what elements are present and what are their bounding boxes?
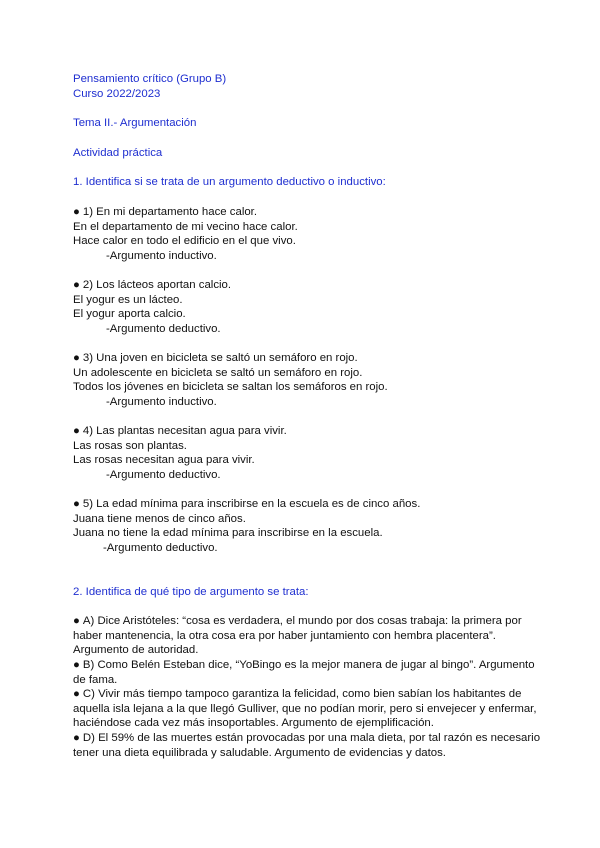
course-year: Curso 2022/2023 — [73, 88, 161, 100]
s1-item4-premise2: Las rosas son plantas. — [73, 440, 187, 452]
activity-title: Actividad práctica — [73, 147, 163, 159]
s1-item3-answer: -Argumento inductivo. — [106, 396, 217, 408]
s1-item2-premise2: El yogur es un lácteo. — [73, 294, 183, 306]
s2-item-d-line2: tener una dieta equilibrada y saludable. Argumento de evidencias y datos. — [73, 747, 446, 759]
s1-item4-premise1: ● 4) Las plantas necesitan agua para vivir. — [73, 425, 287, 437]
s1-item5-premise2: Juana tiene menos de cinco años. — [73, 513, 246, 525]
s2-item-c-line3: haciéndose cada vez más insoportables. Argumento de ejemplificación. — [73, 717, 434, 729]
s1-item1-answer: -Argumento inductivo. — [106, 250, 217, 262]
bullet-icon: ● — [73, 659, 80, 671]
s1-item2-conclusion: El yogur aporta calcio. — [73, 308, 186, 320]
s1-item5-premise1: ● 5) La edad mínima para inscribirse en la escuela es de cinco años. — [73, 498, 421, 510]
s2-item-c-line2: aquella isla lejana a la que llegó Gulliver, que no podían morir, pero si envejecer y enfermar, — [73, 703, 537, 715]
s2-item-a-line2: haber mantenencia, la otra cosa era por haber juntamiento con hembra placentera”. — [73, 630, 496, 642]
section1-heading: 1. Identifica si se trata de un argumento deductivo o inductivo: — [73, 176, 386, 188]
s2-item-b-line1: ● B) Como Belén Esteban dice, “YoBingo es la mejor manera de jugar al bingo”. Argumento — [73, 659, 535, 671]
topic-title: Tema II.- Argumentación — [73, 117, 197, 129]
s1-item1-premise1: ● 1) En mi departamento hace calor. — [73, 206, 258, 218]
s2-item-a-answer: Argumento de autoridad. — [73, 644, 199, 656]
bullet-icon: ● — [73, 279, 80, 291]
bullet-icon: ● — [73, 688, 80, 700]
bullet-icon: ● — [73, 352, 80, 364]
bullet-icon: ● — [73, 498, 80, 510]
s2-item-d-line1: ● D) El 59% de las muertes están provocadas por una mala dieta, por tal razón es necesario — [73, 732, 541, 744]
bullet-icon: ● — [73, 732, 80, 744]
s2-item-b-line2: de fama. — [73, 674, 118, 686]
s1-item5-answer: -Argumento deductivo. — [103, 542, 218, 554]
s1-item4-conclusion: Las rosas necesitan agua para vivir. — [73, 454, 255, 466]
s1-item2-answer: -Argumento deductivo. — [106, 323, 221, 335]
s1-item3-premise2: Un adolescente en bicicleta se saltó un semáforo en rojo. — [73, 367, 363, 379]
s1-item4-answer: -Argumento deductivo. — [106, 469, 221, 481]
section2-heading: 2. Identifica de qué tipo de argumento se trata: — [73, 586, 309, 598]
s1-item1-premise2: En el departamento de mi vecino hace calor. — [73, 221, 298, 233]
bullet-icon: ● — [73, 425, 80, 437]
s1-item1-conclusion: Hace calor en todo el edificio en el que vivo. — [73, 235, 296, 247]
course-name: Pensamiento crítico (Grupo B) — [73, 73, 227, 85]
bullet-icon: ● — [73, 615, 80, 627]
s2-item-c-line1: ● C) Vivir más tiempo tampoco garantiza la felicidad, como bien sabían los habitantes de — [73, 688, 522, 700]
bullet-icon: ● — [73, 206, 80, 218]
s2-item-a-line1: ● A) Dice Aristóteles: “cosa es verdadera, el mundo por dos cosas trabaja: la primera por — [73, 615, 522, 627]
s1-item5-conclusion: Juana no tiene la edad mínima para inscribirse en la escuela. — [73, 527, 383, 539]
s1-item2-premise1: ● 2) Los lácteos aportan calcio. — [73, 279, 232, 291]
s1-item3-conclusion: Todos los jóvenes en bicicleta se saltan los semáforos en rojo. — [73, 381, 388, 393]
s1-item3-premise1: ● 3) Una joven en bicicleta se saltó un semáforo en rojo. — [73, 352, 358, 364]
